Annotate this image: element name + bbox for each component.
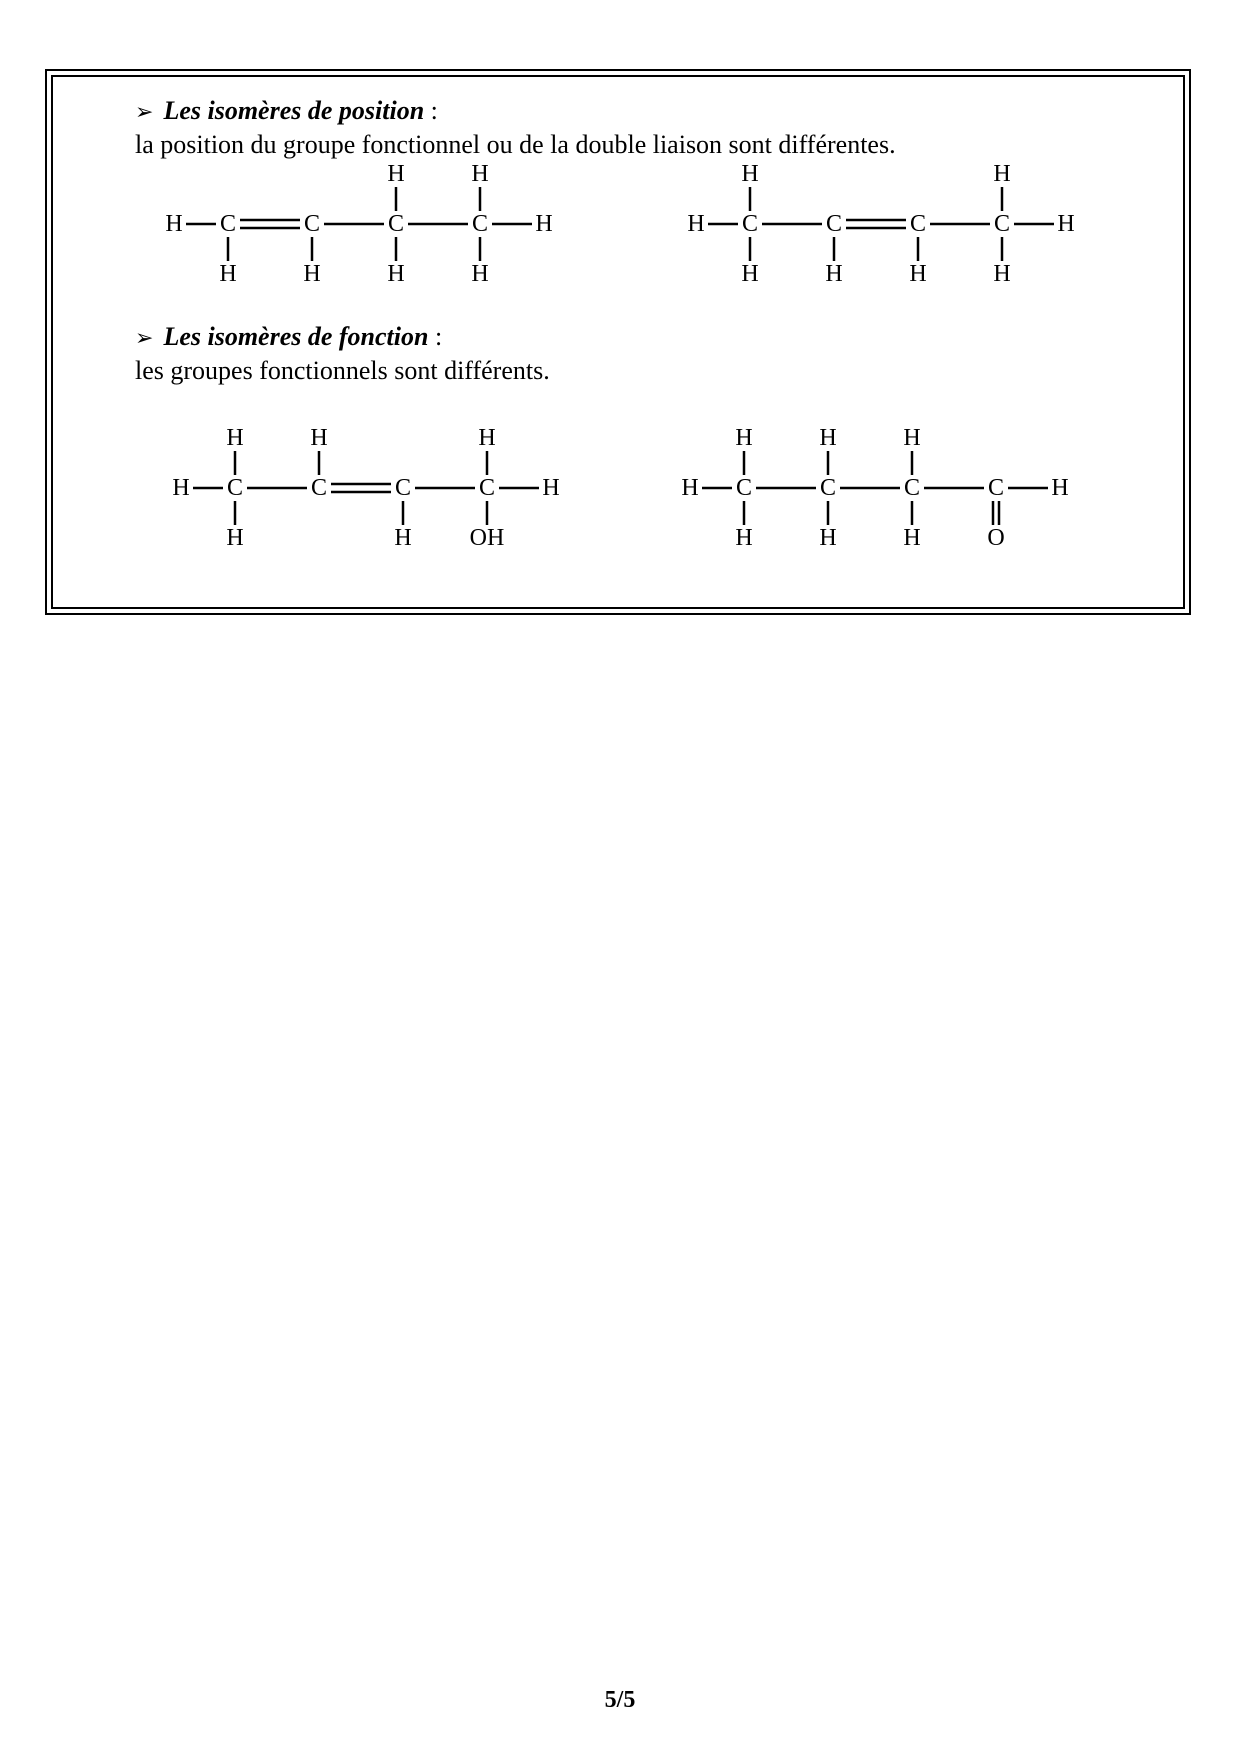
atom-label: C: [819, 475, 837, 501]
atom-label: H: [219, 261, 237, 287]
atom-label: H: [471, 161, 489, 187]
section-colon: :: [424, 96, 438, 125]
atom-label: C: [478, 475, 496, 501]
atom-label: H: [471, 261, 489, 287]
atom-label: C: [394, 475, 412, 501]
atom-label: H: [903, 425, 921, 451]
atom-label: C: [219, 211, 237, 237]
atom-label: C: [825, 211, 843, 237]
atom-label: H: [1051, 475, 1069, 501]
section-description: la position du groupe fonctionnel ou de la double liaison sont différentes.: [135, 130, 896, 159]
atom-label: H: [226, 425, 244, 451]
atom-label: H: [993, 261, 1011, 287]
atom-label: C: [987, 475, 1005, 501]
atom-label: C: [226, 475, 244, 501]
structural-formulas-diagram: [0, 0, 1240, 700]
atom-label: H: [819, 525, 837, 551]
atom-label: C: [735, 475, 753, 501]
atom-label: H: [687, 211, 705, 237]
atom-label: H: [165, 211, 183, 237]
atom-label: H: [387, 261, 405, 287]
atom-label: O: [987, 525, 1005, 551]
atom-label: H: [681, 475, 699, 501]
section-colon: :: [428, 322, 443, 351]
atom-label: C: [909, 211, 927, 237]
atom-label: C: [310, 475, 328, 501]
atom-label: H: [825, 261, 843, 287]
atom-label: H: [542, 475, 560, 501]
atom-label: C: [387, 211, 405, 237]
atom-label: H: [478, 425, 496, 451]
atom-label: H: [741, 261, 759, 287]
atom-label: C: [903, 475, 921, 501]
atom-label: H: [993, 161, 1011, 187]
arrow-bullet-icon: ➢: [135, 325, 154, 350]
arrow-bullet-icon: ➢: [135, 99, 154, 124]
section-description: les groupes fonctionnels sont différents.: [135, 356, 550, 385]
atom-label: C: [993, 211, 1011, 237]
section-title: Les isomères de position: [163, 96, 425, 125]
atom-label: H: [735, 425, 753, 451]
atom-label: C: [303, 211, 321, 237]
atom-label: H: [909, 261, 927, 287]
atom-label: H: [1057, 211, 1075, 237]
atom-label: H: [303, 261, 321, 287]
atom-label: C: [741, 211, 759, 237]
atom-label: H: [735, 525, 753, 551]
atom-label: OH: [469, 525, 505, 551]
atom-label: H: [394, 525, 412, 551]
atom-label: H: [172, 475, 190, 501]
atom-label: H: [741, 161, 759, 187]
atom-label: C: [471, 211, 489, 237]
atom-label: H: [387, 161, 405, 187]
atom-label: H: [903, 525, 921, 551]
atom-label: H: [819, 425, 837, 451]
atom-label: H: [535, 211, 553, 237]
atom-label: H: [226, 525, 244, 551]
section-title: Les isomères de fonction: [163, 322, 429, 351]
atom-label: H: [310, 425, 328, 451]
page-number: 5/5: [604, 1687, 636, 1713]
